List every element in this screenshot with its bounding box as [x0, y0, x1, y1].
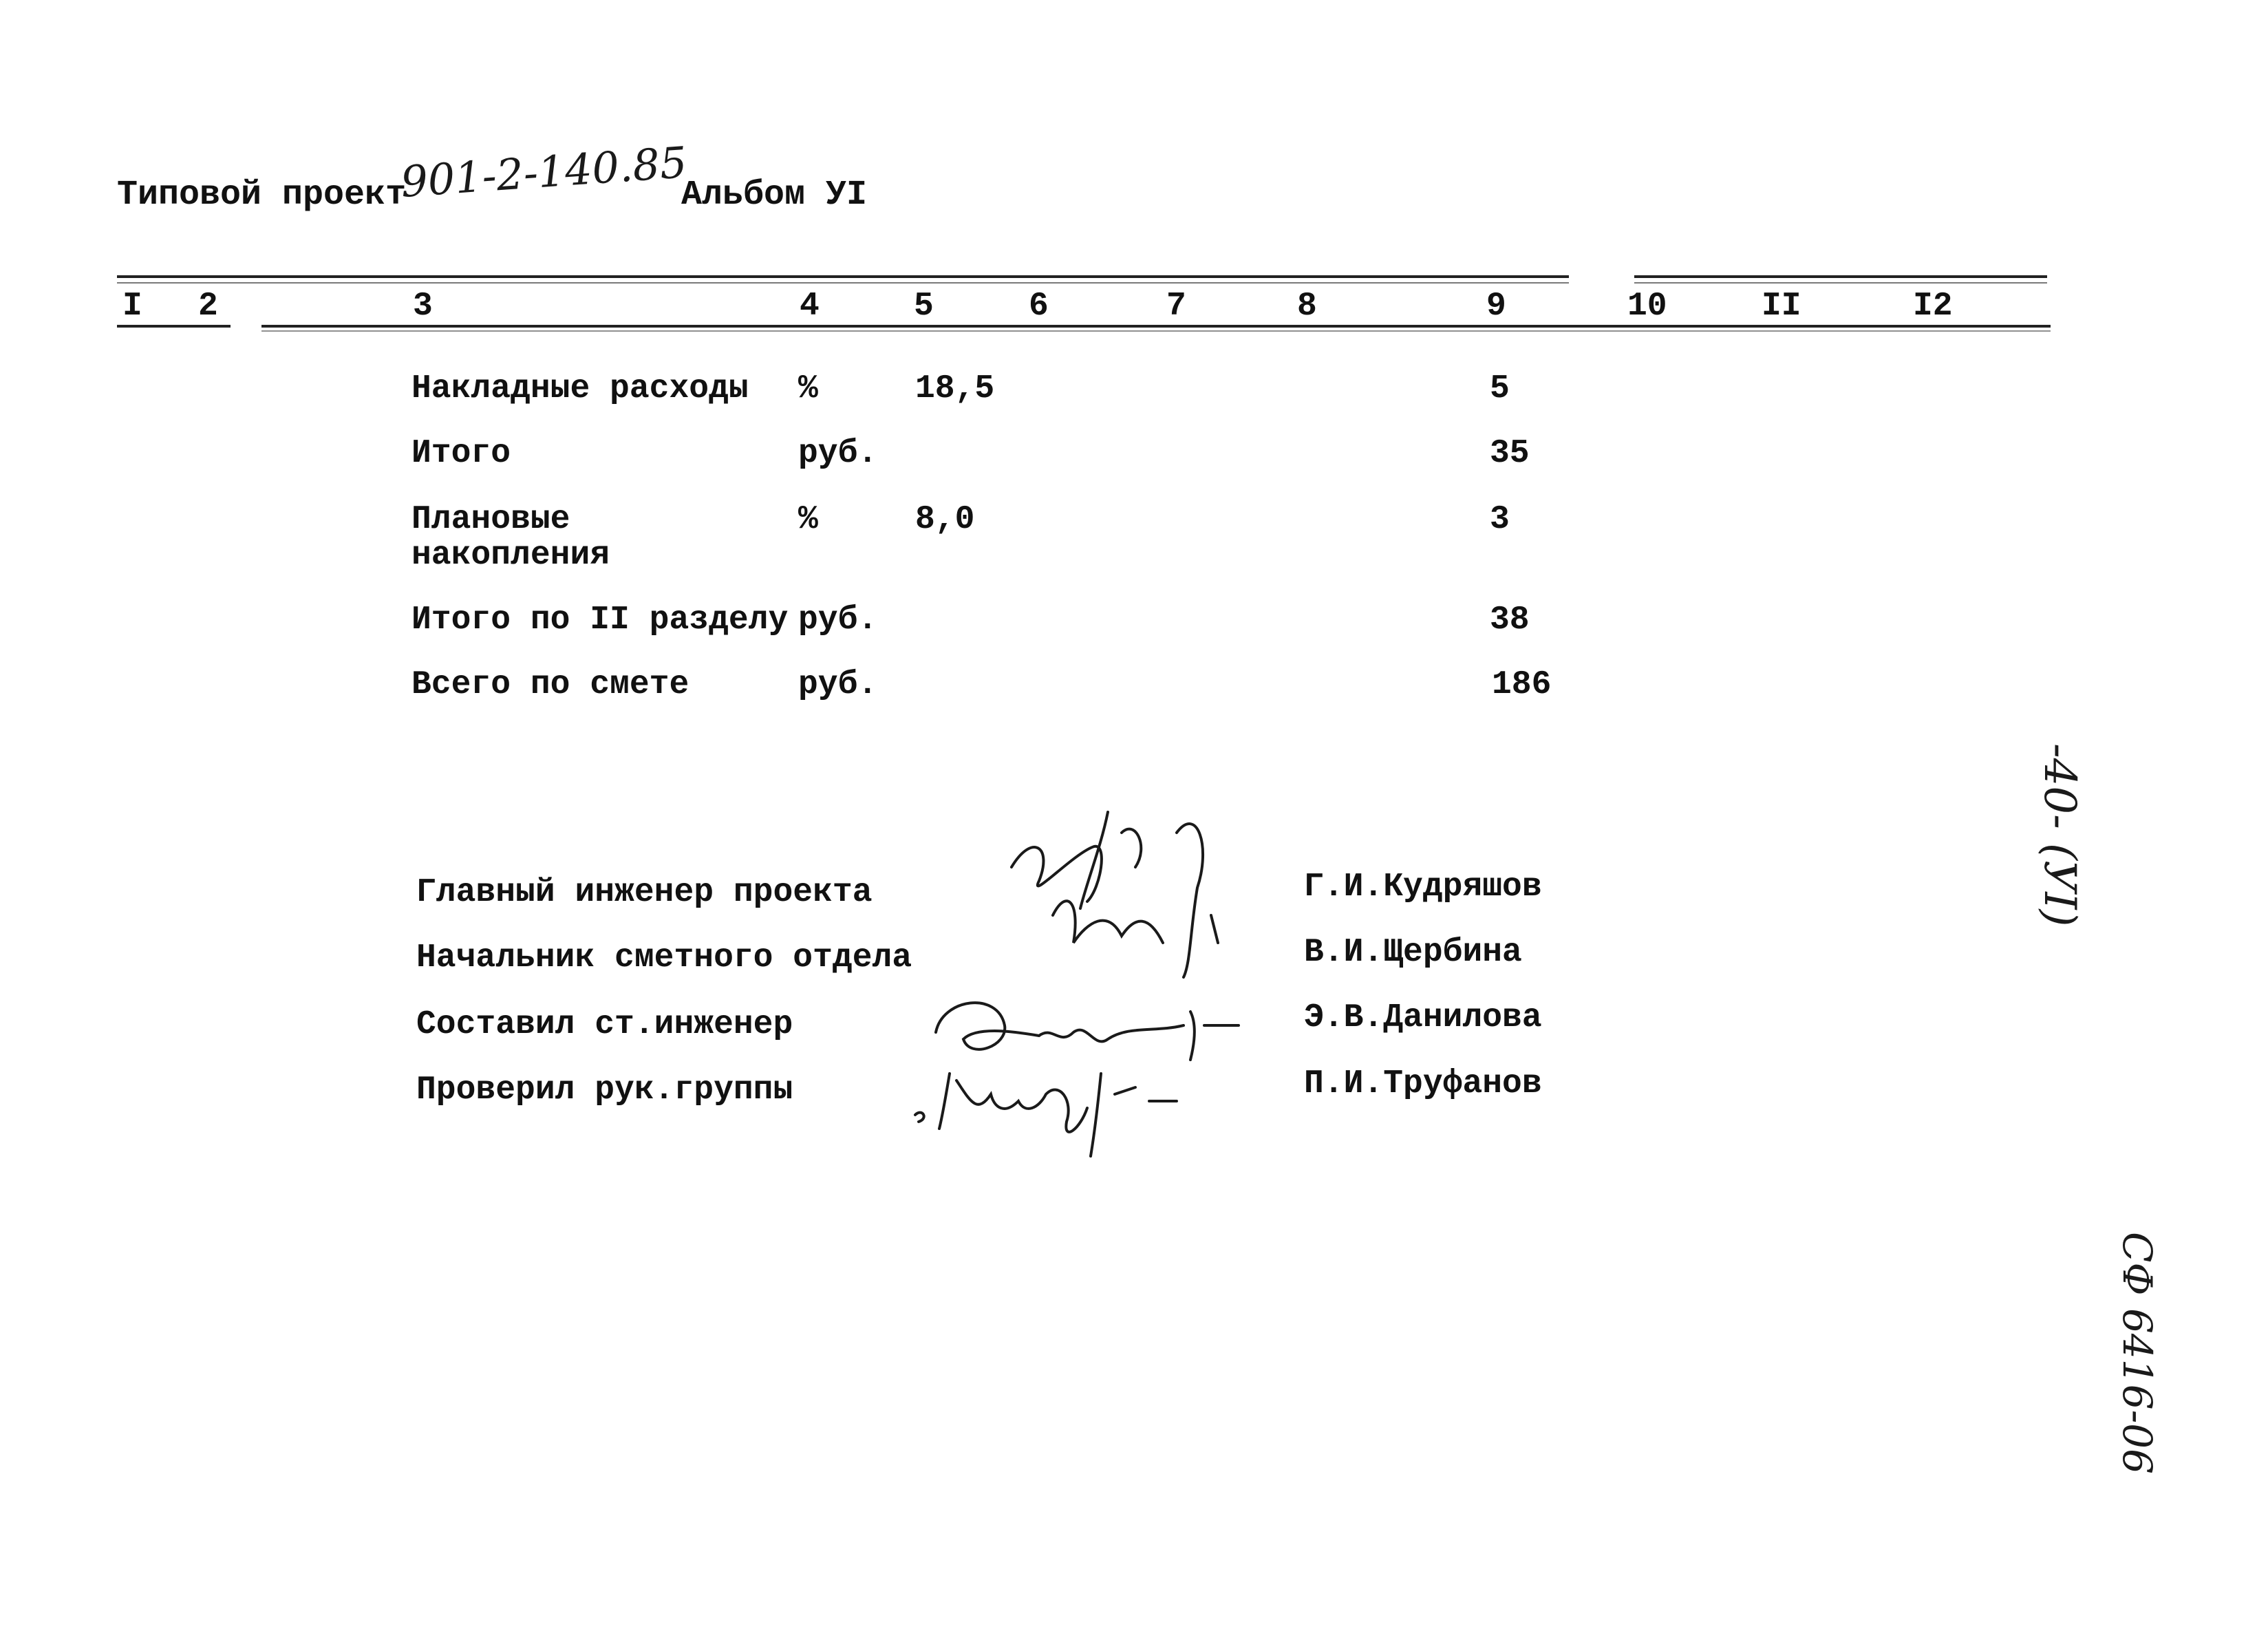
table-top-rule-right [1634, 275, 2047, 278]
row-5-name: Всего по смете [411, 666, 689, 703]
signature-role-1: Главный инженер проекта [416, 874, 873, 911]
margin-page-mark: -40- (УI) [2034, 743, 2085, 927]
column-number-7: 7 [1166, 288, 1186, 325]
column-number-1: I [122, 288, 142, 325]
row-3-name-line2: накопления [411, 537, 610, 574]
row-4-value: 38 [1490, 601, 1530, 639]
row-5-value: 186 [1492, 666, 1552, 703]
table-top-rule-left [117, 275, 1569, 278]
column-number-4: 4 [800, 288, 820, 325]
row-2-value: 35 [1490, 435, 1530, 472]
margin-code: СФ 6416-06 [2114, 1232, 2161, 1474]
column-header-rule-2-thin [261, 330, 2051, 332]
row-2-unit: руб. [798, 435, 878, 472]
signature-person-3: Э.В.Данилова [1304, 999, 1542, 1036]
signature-person-2: В.И.Щербина [1304, 934, 1522, 971]
column-number-2: 2 [198, 288, 218, 325]
column-number-11: II [1762, 288, 1801, 325]
signature-scribble-3 [908, 1053, 1184, 1156]
row-1-value: 5 [1490, 370, 1510, 407]
signature-person-1: Г.И.Кудряшов [1304, 868, 1542, 906]
signature-person-4: П.И.Труфанов [1304, 1065, 1542, 1102]
signature-role-2: Начальник сметного отдела [416, 939, 912, 977]
header-album: Альбом УI [681, 175, 868, 215]
column-number-9: 9 [1486, 288, 1506, 325]
row-1-name: Накладные расходы [411, 370, 749, 407]
signature-role-3: Составил ст.инженер [416, 1006, 793, 1043]
column-header-rule-1 [117, 325, 231, 328]
column-number-12: I2 [1913, 288, 1953, 325]
table-top-rule-left-thin [117, 282, 1569, 284]
table-top-rule-right-thin [1634, 282, 2047, 284]
row-5-unit: руб. [798, 666, 878, 703]
column-number-8: 8 [1297, 288, 1317, 325]
column-number-10: 10 [1627, 288, 1667, 325]
column-number-6: 6 [1029, 288, 1049, 325]
row-4-unit: руб. [798, 601, 878, 639]
column-number-5: 5 [914, 288, 934, 325]
column-number-3: 3 [413, 288, 433, 325]
row-3-rate: 8,0 [915, 501, 975, 538]
row-3-name-line1: Плановые [411, 501, 570, 538]
header-label: Типовой проект [117, 175, 407, 215]
column-header-rule-2 [261, 325, 2051, 328]
signature-scribble-1 [991, 805, 1252, 984]
header-project-number: 901-2-140.85 [398, 137, 689, 207]
row-2-name: Итого [411, 435, 511, 472]
row-3-unit: % [798, 501, 818, 538]
row-3-value: 3 [1490, 501, 1510, 538]
signature-role-4: Проверил рук.группы [416, 1071, 793, 1109]
row-1-rate: 18,5 [915, 370, 995, 407]
row-4-name: Итого по II разделу [411, 601, 789, 639]
row-1-unit: % [798, 370, 818, 407]
